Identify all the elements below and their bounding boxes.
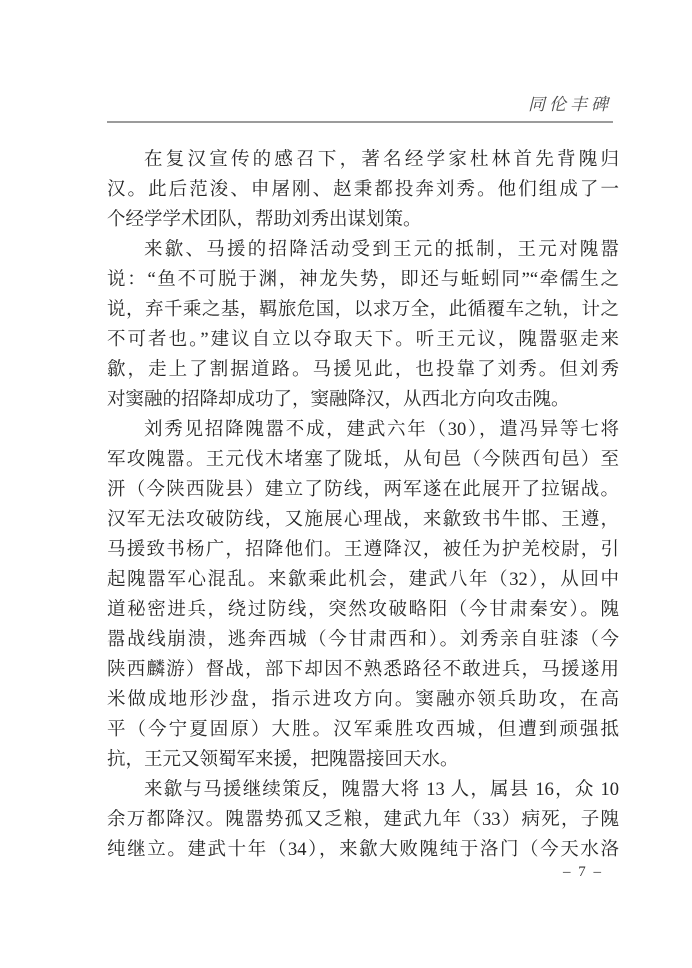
- text-line: 说：“鱼不可脱于渊，神龙失势，即还与蚯蚓同”“牵儒生之: [107, 270, 619, 290]
- text-line: 军攻隗嚣。王元伐木堵塞了陇坻，从旬邑（今陕西旬邑）至: [107, 450, 619, 470]
- text-line: 来歙与马援继续策反，隗嚣大将 13 人，属县 16，众 10: [144, 780, 619, 800]
- text-line: 在复汉宣传的感召下，著名经学家杜林首先背隗归: [144, 150, 619, 170]
- text-line: 纯继立。建武十年（34），来歙大败隗纯于洛门（今天水洛: [107, 840, 619, 860]
- text-line: 陕西麟游）督战，部下却因不熟悉路径不敢进兵，马援遂用: [107, 660, 619, 680]
- text-line: 不可者也。”建议自立以夺取天下。听王元议，隗嚣驱走来: [107, 330, 619, 350]
- text-line: 米做成地形沙盘，指示进攻方向。窦融亦领兵助攻，在高: [107, 690, 619, 710]
- text-line: 来歙、马援的招降活动受到王元的抵制，王元对隗嚣: [144, 240, 619, 260]
- text-line: 汉。此后范浚、申屠刚、赵秉都投奔刘秀。他们组成了一: [107, 180, 619, 200]
- text-line: 刘秀见招降隗嚣不成，建武六年（30），遣冯异等七将: [144, 420, 619, 440]
- text-line: 说，弃千乘之基，羁旅危国，以求万全，此循覆车之轨，计之: [107, 300, 619, 320]
- text-line: 歙，走上了割据道路。马援见此，也投靠了刘秀。但刘秀: [107, 360, 619, 380]
- text-line: 道秘密进兵，绕过防线，突然攻破略阳（今甘肃秦安）。隗: [107, 600, 619, 620]
- page-header-title: 同伦丰碑: [528, 95, 612, 114]
- text-line: 余万都降汉。隗嚣势孤又乏粮，建武九年（33）病死，子隗: [107, 810, 619, 830]
- text-line: 对窦融的招降却成功了，窦融降汉，从西北方向攻击隗。: [107, 390, 570, 410]
- page-number: – 7 –: [563, 864, 603, 880]
- body-text: [107, 145, 619, 865]
- header-rule: [107, 121, 613, 123]
- text-line: 汉军无法攻破防线，又施展心理战，来歙致书牛邯、王遵，: [107, 510, 619, 530]
- text-line: 嚣战线崩溃，逃奔西城（今甘肃西和）。刘秀亲自驻漆（今: [107, 630, 619, 650]
- text-line: 汧（今陕西陇县）建立了防线，两军遂在此展开了拉锯战。: [107, 480, 619, 500]
- text-line: 抗，王元又领蜀军来援，把隗嚣接回天水。: [107, 750, 459, 770]
- text-line: 马援致书杨广，招降他们。王遵降汉，被任为护羌校尉，引: [107, 540, 619, 560]
- text-line: 起隗嚣军心混乱。来歙乘此机会，建武八年（32），从回中: [107, 570, 619, 590]
- text-line: 平（今宁夏固原）大胜。汉军乘胜攻西城，但遭到顽强抵: [107, 720, 619, 740]
- text-line: 个经学学术团队，帮助刘秀出谋划策。: [107, 210, 422, 230]
